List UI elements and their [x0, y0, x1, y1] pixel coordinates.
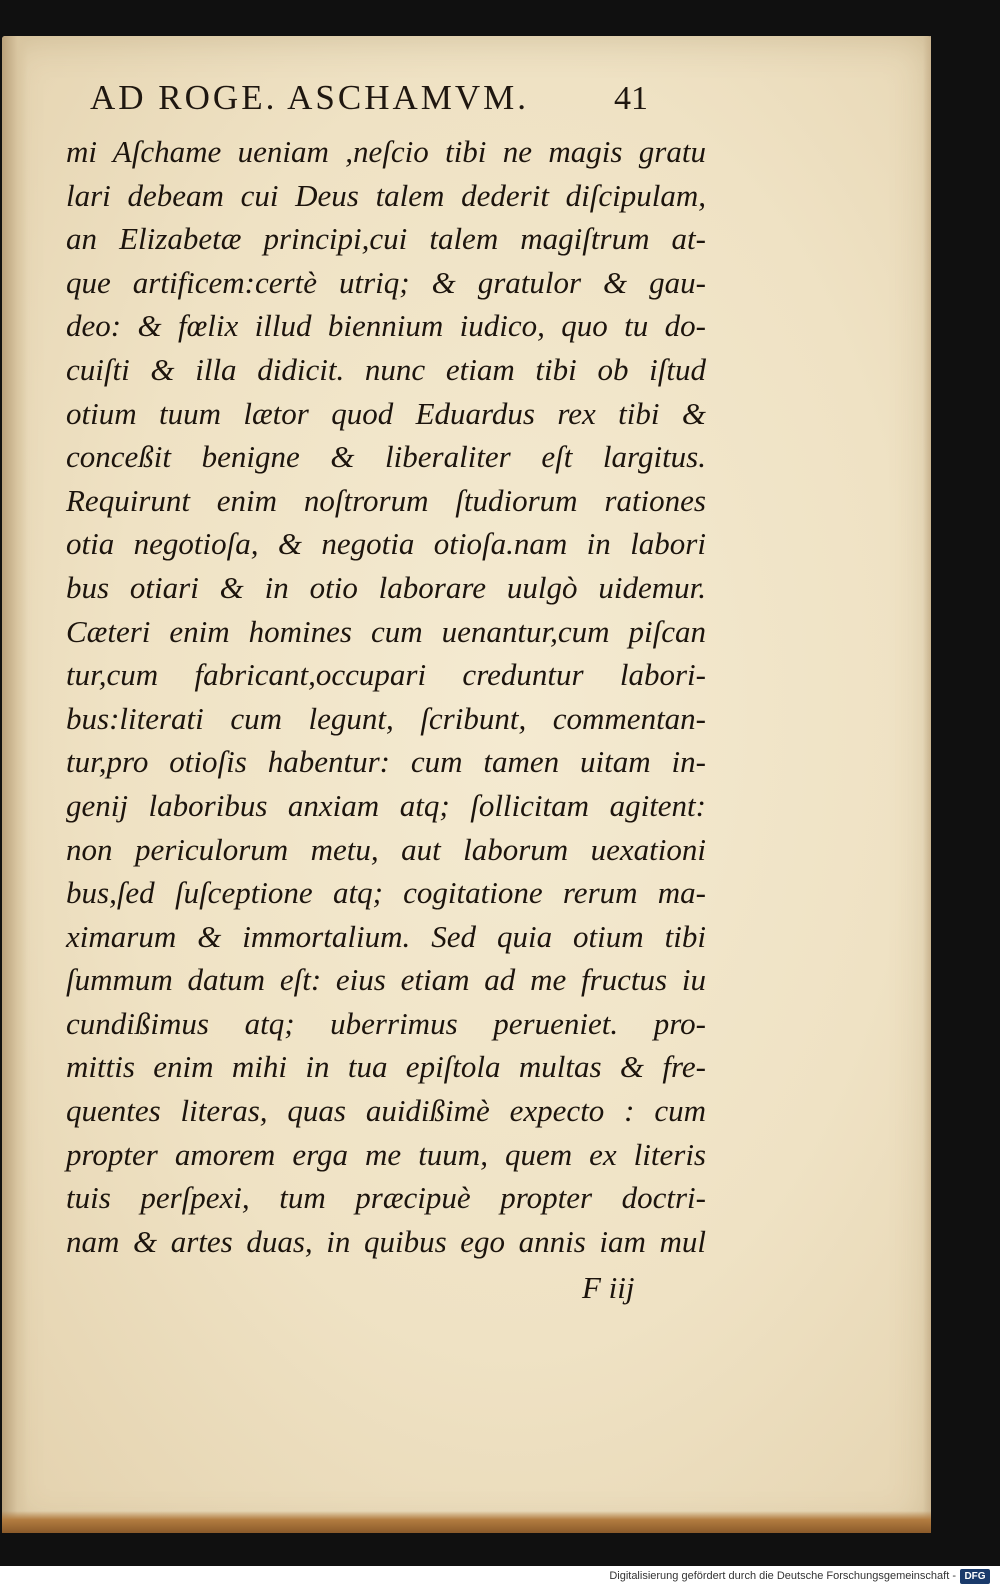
signature-mark: F iij	[582, 1270, 635, 1305]
running-head: AD ROGE. ASCHAMVM.	[90, 78, 530, 117]
text-line: mi Aſchame ueniam ,neſcio tibi ne magis gratu	[66, 134, 706, 169]
text-line: tur,pro otioſis habentur: cum tamen uitam in-	[66, 744, 706, 780]
text-line: mittis enim mihi in tua epiſtola multas & fre-	[66, 1049, 706, 1085]
dfg-logo: DFG	[960, 1569, 990, 1584]
text-line: deo: & fœlix illud biennium iudico, quo tu do-	[66, 308, 706, 344]
page-bottom-edge	[2, 1511, 931, 1533]
text-line: bus otiari & in otio laborare uulgò uidemur.	[66, 569, 706, 605]
page-gutter-shadow	[2, 36, 28, 1533]
text-line: otia negotioſa, & negotia otioſa.nam in labori	[66, 526, 706, 562]
text-line: conceßit benigne & liberaliter eſt largitus.	[66, 439, 706, 475]
text-line: bus:literati cum legunt, ſcribunt, commentan-	[66, 700, 706, 736]
text-line: non periculorum metu, aut laborum uexationi	[66, 831, 706, 867]
text-line: an Elizabetæ principi,cui talem magiſtrum at-	[66, 221, 706, 257]
funding-credit: Digitalisierung gefördert durch die Deutsche Forschungsgemeinschaft -	[609, 1570, 956, 1582]
text-line: otium tuum lætor quod Eduardus rex tibi &	[66, 395, 706, 431]
body-text	[66, 130, 706, 1263]
text-line: propter amorem erga me tuum, quem ex literis	[66, 1136, 706, 1172]
text-line: quentes literas, quas auidißimè expecto : cum	[66, 1093, 706, 1129]
text-line: bus,ſed ſuſceptione atq; cogitatione rerum ma-	[66, 875, 706, 911]
text-line: Cæteri enim homines cum uenantur,cum piſcan	[66, 613, 706, 649]
text-line: cundißimus atq; uberrimus perueniet. pro-	[66, 1005, 706, 1041]
text-line: tuis perſpexi, tum præcipuè propter doctri-	[66, 1180, 706, 1216]
text-line: cuiſti & illa didicit. nunc etiam tibi ob iſtud	[66, 351, 706, 387]
text-line: que artificem:certè utriq; & gratulor & gau-	[66, 264, 706, 300]
text-line: nam & artes duas, in quibus ego annis iam mul	[66, 1223, 706, 1259]
text-line: Requirunt enim noſtrorum ſtudiorum rationes	[66, 482, 706, 518]
text-line: tur,cum fabricant,occupari creduntur labori-	[66, 657, 706, 693]
text-line: ximarum & immortalium. Sed quia otium tibi	[66, 918, 706, 954]
text-line: ſummum datum eſt: eius etiam ad me fructus iu	[66, 962, 706, 998]
text-line: lari debeam cui Deus talem dederit diſcipulam,	[66, 177, 706, 213]
page-edge	[923, 36, 931, 1533]
page-number: 41	[614, 80, 648, 117]
text-line: genij laboribus anxiam atq; ſollicitam agitent:	[66, 787, 706, 823]
